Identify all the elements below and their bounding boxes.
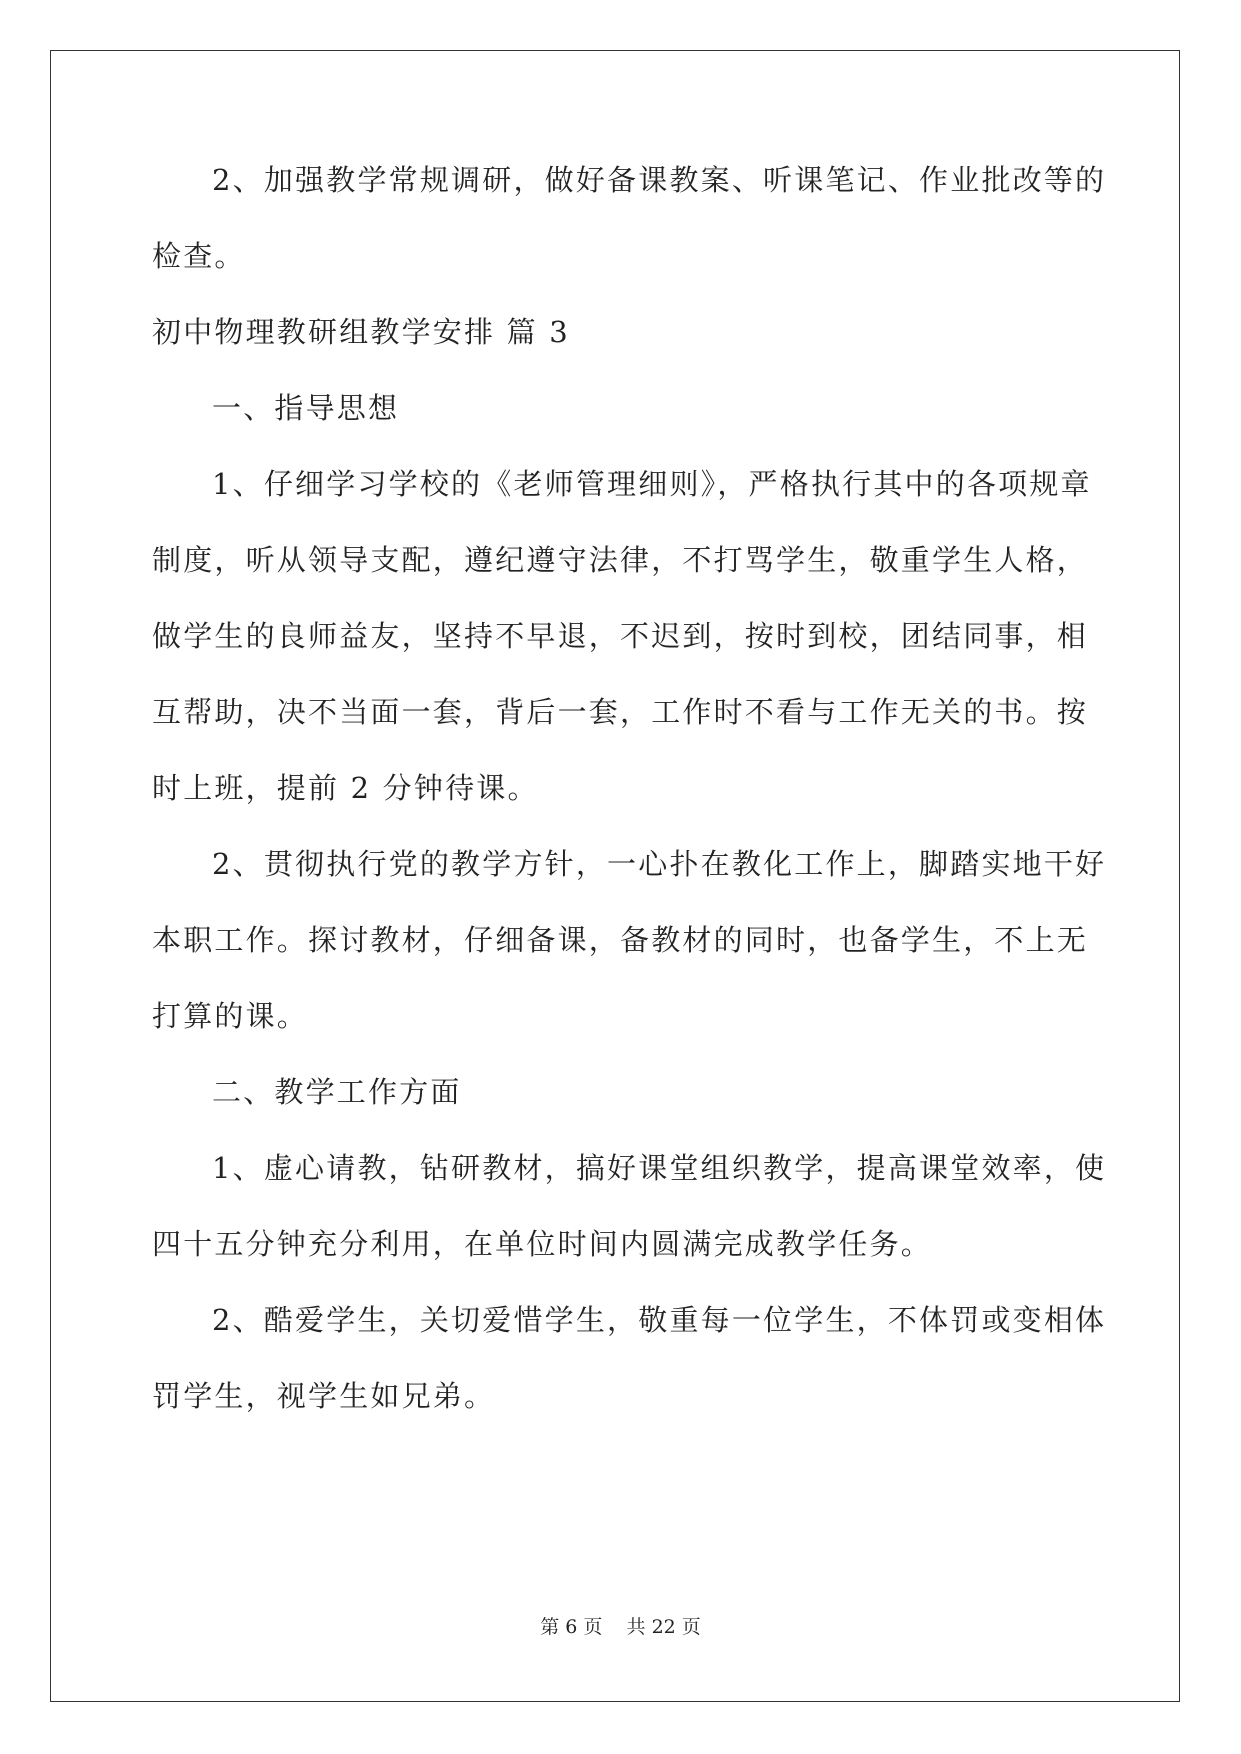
paragraph-5-line-3: 打算的课。 [152, 999, 309, 1033]
page-footer: 第 6 页 共 22 页 [540, 1616, 701, 1638]
paragraph-1-line-2: 检查。 [152, 239, 246, 273]
paragraph-4-line-3: 做学生的良师益友，坚持不早退，不迟到，按时到校，团结同事，相 [152, 619, 1089, 653]
paragraph-4-line-4: 互帮助，决不当面一套，背后一套，工作时不看与工作无关的书。按 [152, 695, 1089, 729]
paragraph-8-line-1: 2、酷爱学生，关切爱惜学生，敬重每一位学生，不体罚或变相体 [212, 1303, 1107, 1337]
subheading-guiding-thought: 一、指导思想 [212, 391, 400, 425]
paragraph-5-line-2: 本职工作。探讨教材，仔细备课，备教材的同时，也备学生，不上无 [152, 923, 1089, 957]
paragraph-1-line-1: 2、加强教学常规调研，做好备课教案、听课笔记、作业批改等的 [212, 163, 1107, 197]
paragraph-7-line-2: 四十五分钟充分利用，在单位时间内圆满完成教学任务。 [152, 1227, 933, 1261]
paragraph-4-line-2: 制度，听从领导支配，遵纪遵守法律，不打骂学生，敬重学生人格， [152, 543, 1089, 577]
section-heading: 初中物理教研组教学安排 篇 3 [152, 315, 570, 349]
subheading-teaching-work: 二、教学工作方面 [212, 1075, 462, 1109]
paragraph-7-line-1: 1、虚心请教，钻研教材，搞好课堂组织教学，提高课堂效率，使 [212, 1151, 1107, 1185]
paragraph-4-line-5: 时上班，提前 2 分钟待课。 [152, 771, 539, 805]
paragraph-5-line-1: 2、贯彻执行党的教学方针，一心扑在教化工作上，脚踏实地干好 [212, 847, 1107, 881]
paragraph-8-line-2: 罚学生，视学生如兄弟。 [152, 1379, 496, 1413]
paragraph-4-line-1: 1、仔细学习学校的《老师管理细则》，严格执行其中的各项规章 [212, 467, 1092, 501]
